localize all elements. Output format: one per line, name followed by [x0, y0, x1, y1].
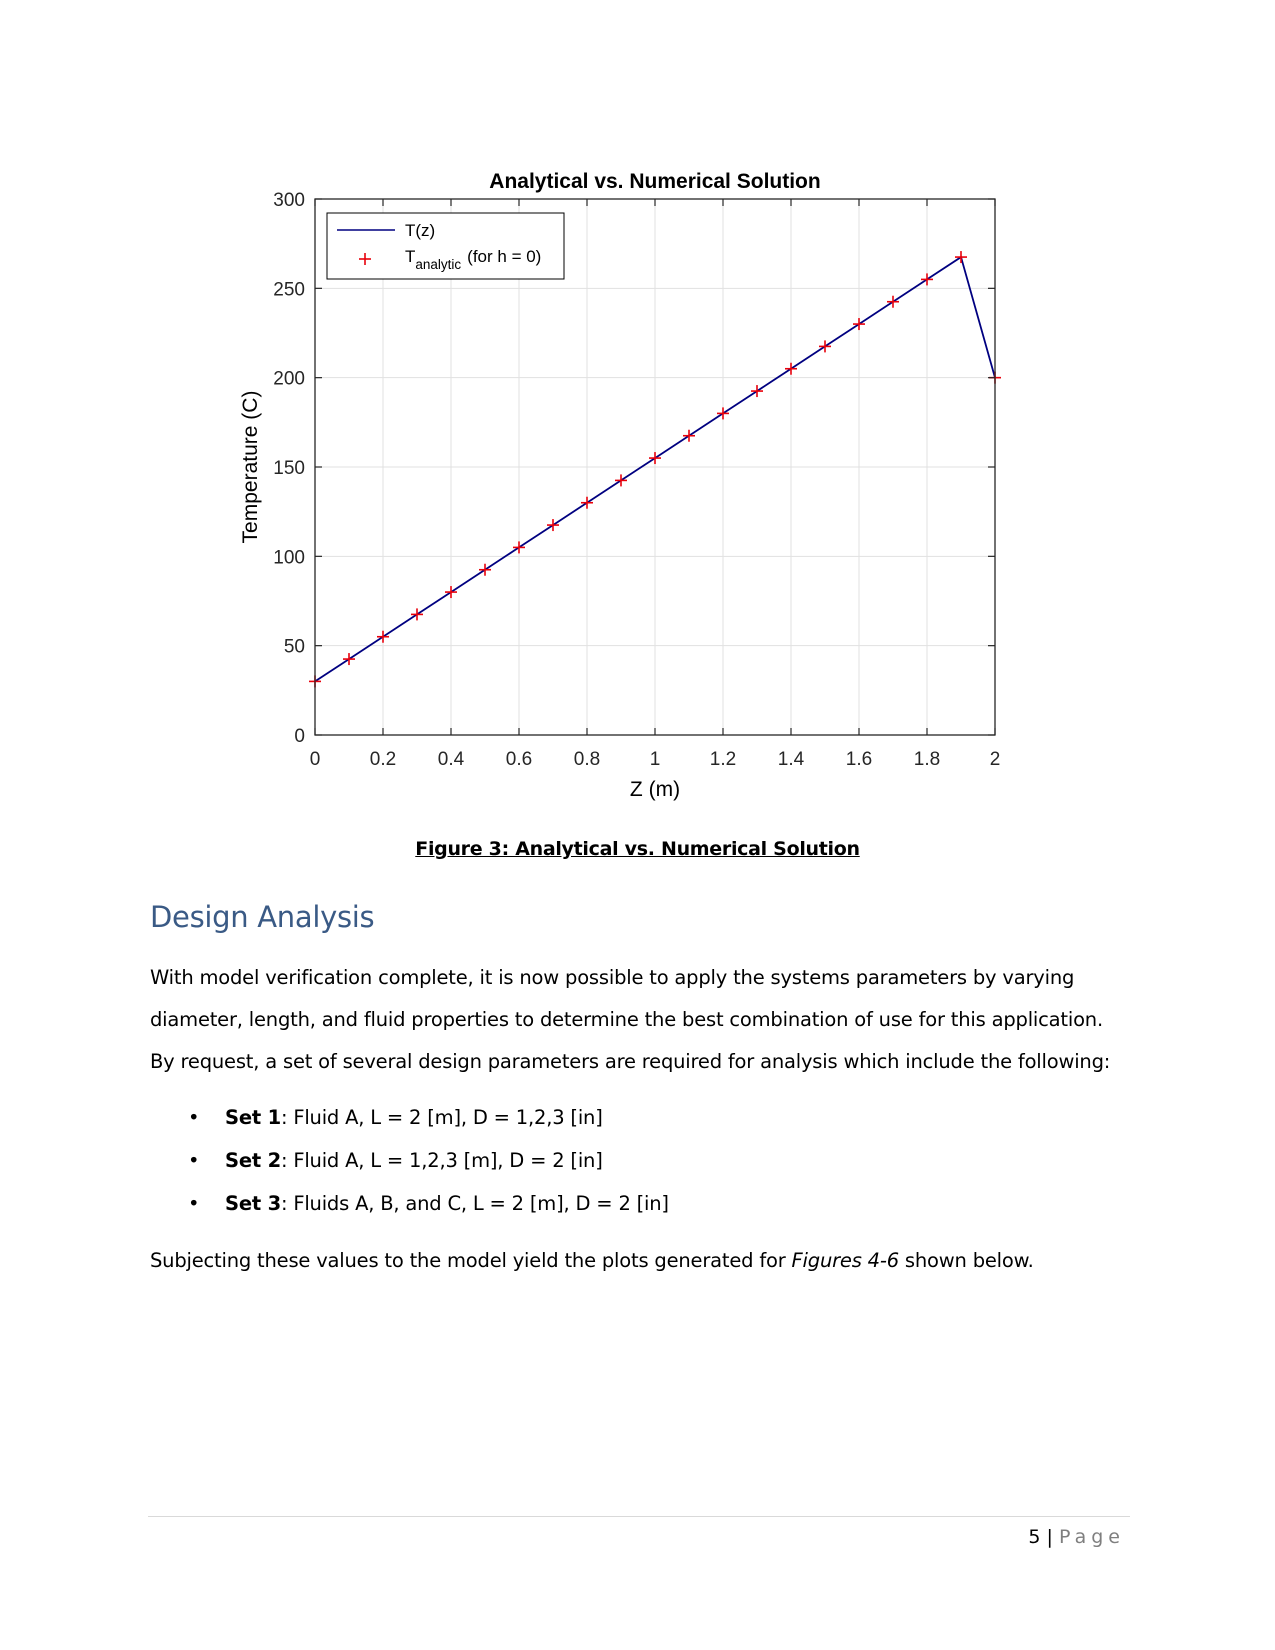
bullet-icon: •: [188, 1192, 200, 1215]
x-tick-label: 1.4: [777, 749, 805, 770]
closing-text-before: Subjecting these values to the model yield the plots generated for: [150, 1249, 792, 1272]
y-tick-label: 300: [273, 190, 305, 211]
set-label: Set 3: [225, 1192, 281, 1215]
x-tick-label: 0: [309, 749, 321, 770]
legend: [327, 213, 564, 279]
x-tick-label: 0.4: [437, 749, 465, 770]
y-tick-label: 0: [294, 726, 305, 747]
x-axis-label: Z (m): [629, 778, 681, 801]
legend-label-tz: T(z): [405, 221, 436, 240]
set-label: Set 2: [225, 1149, 281, 1172]
legend-analytic-main: T: [405, 247, 416, 266]
y-axis-label: Temperature (C): [239, 390, 262, 544]
y-tick-label: 100: [273, 547, 305, 569]
page-footer: [1028, 1526, 1125, 1548]
chart: [0, 0, 1275, 820]
legend-analytic-suffix: (for h = 0): [467, 247, 542, 266]
list-item: [150, 1096, 669, 1139]
x-tick-label: 1.8: [913, 749, 941, 770]
y-tick-label: 200: [273, 368, 305, 390]
x-tick-label: 1: [649, 749, 661, 770]
bullet-icon: •: [188, 1106, 200, 1129]
set-label: Set 1: [225, 1106, 281, 1129]
x-tick-label: 0.6: [505, 749, 533, 770]
list-item: [150, 1182, 669, 1225]
footer-separator: |: [1046, 1526, 1053, 1548]
page-word: Page: [1059, 1526, 1125, 1548]
set-description: : Fluids A, B, and C, L = 2 [m], D = 2 [in]: [280, 1192, 669, 1215]
page-number: 5: [1028, 1526, 1041, 1548]
x-tick-label: 1.2: [709, 749, 737, 770]
x-tick-label: 1.6: [845, 749, 873, 770]
set-description: : Fluid A, L = 1,2,3 [m], D = 2 [in]: [280, 1149, 603, 1172]
closing-paragraph: [150, 1240, 1130, 1282]
y-tick-label: 250: [273, 279, 305, 301]
x-tick-label: 0.8: [573, 749, 601, 770]
section-heading: Design Analysis: [150, 900, 375, 934]
closing-text-after: shown below.: [898, 1249, 1034, 1272]
chart-title: Analytical vs. Numerical Solution: [489, 170, 821, 193]
bullet-icon: •: [188, 1149, 200, 1172]
intro-paragraph: With model verification complete, it is now possible to apply the systems parameters by varying diameter, length, and fluid properties to determine the best combination of use for this application. By request, a set of several design parameters are required for analysis which include the following:: [150, 966, 1111, 1073]
footer-divider: [148, 1516, 1130, 1517]
y-tick-label: 150: [273, 458, 305, 479]
y-tick-label: 50: [283, 636, 305, 658]
set-description: : Fluid A, L = 2 [m], D = 1,2,3 [in]: [280, 1106, 603, 1129]
x-tick-label: 0.2: [369, 749, 397, 770]
legend-analytic-subscript: analytic: [415, 257, 462, 272]
x-tick-label: 2: [989, 749, 1001, 770]
figure-caption: Figure 3: Analytical vs. Numerical Solution: [415, 838, 860, 860]
figure-reference: Figures 4-6: [791, 1249, 899, 1272]
list-item: [150, 1139, 669, 1182]
design-parameter-list: [150, 1096, 669, 1225]
